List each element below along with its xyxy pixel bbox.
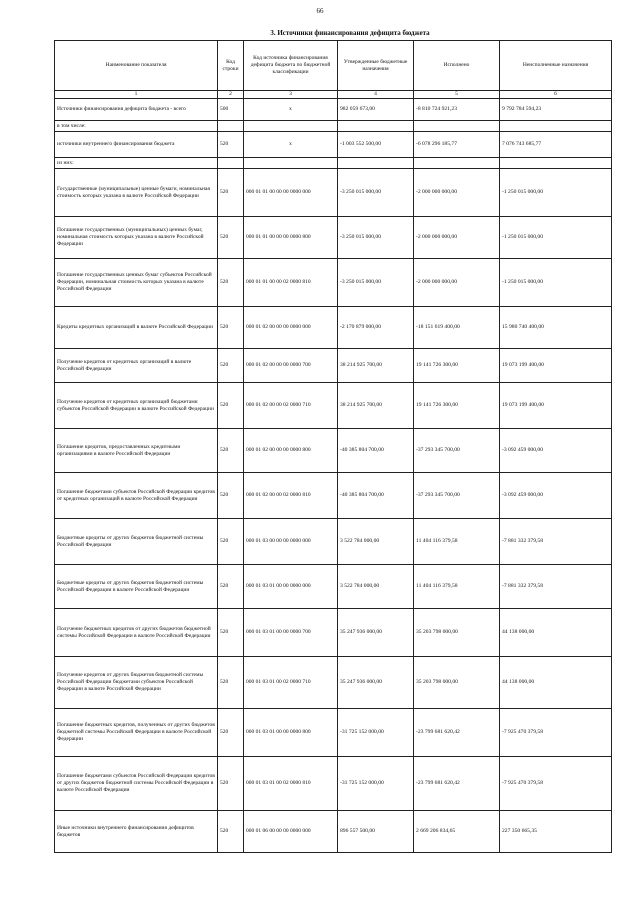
row-unexecuted: 15 980 740 400,00 xyxy=(500,307,612,349)
row-code: 520 xyxy=(218,519,244,565)
row-code: 520 xyxy=(218,811,244,853)
row-unexecuted: -7 881 332 379,58 xyxy=(500,565,612,609)
row-source-code: x xyxy=(244,132,338,158)
row-source-code: 000 01 02 00 00 00 0000 800 xyxy=(244,429,338,473)
row-executed: -37 293 345 700,00 xyxy=(414,473,500,519)
row-code: 520 xyxy=(218,709,244,757)
column-number: 3 xyxy=(244,91,338,99)
row-unexecuted: -7 925 470 379,58 xyxy=(500,757,612,811)
row-executed: 11 404 116 379,58 xyxy=(414,565,500,609)
table-row xyxy=(55,519,612,565)
row-name: Погашение бюджетами субъектов Российской Федерации кредитов от кредитных организаций в валюте Российской Федерации xyxy=(55,473,218,519)
row-approved: -3 250 015 000,00 xyxy=(338,259,414,307)
table-row xyxy=(55,429,612,473)
row-executed: -37 293 345 700,00 xyxy=(414,429,500,473)
row-source-code: 000 01 03 01 00 00 0000 700 xyxy=(244,609,338,657)
row-approved xyxy=(338,121,414,132)
row-name: из них: xyxy=(55,158,218,169)
row-name: Бюджетные кредиты от других бюджетов бюджетной системы Российской Федерации в валюте Российской Федерации xyxy=(55,565,218,609)
table-row xyxy=(55,349,612,383)
table-row xyxy=(55,307,612,349)
row-code: 520 xyxy=(218,169,244,217)
row-unexecuted: 44 138 000,00 xyxy=(500,609,612,657)
row-code: 520 xyxy=(218,307,244,349)
row-name: Погашение государственных ценных бумаг субъектов Российской Федерации, номинальная стоимость которых указана в валюте Российской Федерации xyxy=(55,259,218,307)
header-name: Наименование показателя xyxy=(55,41,218,91)
row-approved: -40 385 804 700,00 xyxy=(338,473,414,519)
row-code: 520 xyxy=(218,565,244,609)
header-approved: Утвержденные бюджетные назначения xyxy=(338,41,414,91)
row-unexecuted: -7 925 470 379,58 xyxy=(500,709,612,757)
section-title: 3. Источники финансирования дефицита бюджета xyxy=(270,29,430,37)
row-code: 520 xyxy=(218,609,244,657)
row-code: 520 xyxy=(218,473,244,519)
row-source-code: 000 01 02 00 00 02 0000 810 xyxy=(244,473,338,519)
column-number-row xyxy=(55,91,612,99)
row-unexecuted: 227 350 665,35 xyxy=(500,811,612,853)
row-code: 520 xyxy=(218,132,244,158)
row-source-code: x xyxy=(244,99,338,121)
row-unexecuted: 44 138 000,00 xyxy=(500,657,612,709)
table-row xyxy=(55,609,612,657)
table-row xyxy=(55,383,612,429)
row-name: Источники финансирования дефицита бюджета - всего xyxy=(55,99,218,121)
table-row xyxy=(55,259,612,307)
row-name: Погашение государственных (муниципальных) ценных бумаг, номинальная стоимость которых указана в валюте Российской Федерации xyxy=(55,217,218,259)
row-source-code: 000 01 01 00 00 02 0000 810 xyxy=(244,259,338,307)
row-approved: 38 214 925 700,00 xyxy=(338,383,414,429)
row-code xyxy=(218,158,244,169)
row-unexecuted: -3 092 459 000,00 xyxy=(500,473,612,519)
row-executed: 19 141 726 300,00 xyxy=(414,383,500,429)
row-approved: -31 725 152 000,00 xyxy=(338,709,414,757)
row-source-code: 000 01 01 00 00 00 0000 000 xyxy=(244,169,338,217)
row-code: 520 xyxy=(218,259,244,307)
row-approved: 35 247 936 000,00 xyxy=(338,657,414,709)
row-executed: 35 203 798 000,00 xyxy=(414,657,500,709)
row-executed: -23 799 681 620,42 xyxy=(414,709,500,757)
row-unexecuted xyxy=(500,121,612,132)
row-executed xyxy=(414,121,500,132)
table-row xyxy=(55,217,612,259)
row-executed xyxy=(414,158,500,169)
row-code: 520 xyxy=(218,657,244,709)
row-approved: 982 059 673,00 xyxy=(338,99,414,121)
row-unexecuted: -3 092 459 000,00 xyxy=(500,429,612,473)
row-executed: -6 078 296 185,77 xyxy=(414,132,500,158)
row-unexecuted: -1 250 015 000,00 xyxy=(500,217,612,259)
header-row xyxy=(55,41,612,91)
row-unexecuted: -1 250 015 000,00 xyxy=(500,169,612,217)
column-number: 2 xyxy=(218,91,244,99)
row-executed: -23 799 681 620,42 xyxy=(414,757,500,811)
row-unexecuted: 19 073 199 400,00 xyxy=(500,349,612,383)
table-row xyxy=(55,565,612,609)
row-source-code: 000 01 02 00 00 02 0000 710 xyxy=(244,383,338,429)
row-name: в том числе: xyxy=(55,121,218,132)
row-unexecuted: 19 073 199 400,00 xyxy=(500,383,612,429)
header-executed: Исполнено xyxy=(414,41,500,91)
header-unexecuted: Неисполненные назначения xyxy=(500,41,612,91)
table-row xyxy=(55,132,612,158)
row-source-code: 000 01 03 01 00 00 0000 800 xyxy=(244,709,338,757)
row-name: Получение кредитов от кредитных организаций бюджетами субъектов Российской Федерации в валюте Российской Федерации xyxy=(55,383,218,429)
row-unexecuted: 7 076 743 685,77 xyxy=(500,132,612,158)
row-source-code: 000 01 03 00 00 00 0000 000 xyxy=(244,519,338,565)
page-number: 66 xyxy=(316,7,324,15)
row-source-code: 000 01 06 00 00 00 0000 000 xyxy=(244,811,338,853)
row-approved: -40 385 804 700,00 xyxy=(338,429,414,473)
row-code: 520 xyxy=(218,429,244,473)
column-number: 6 xyxy=(500,91,612,99)
header-code: Код строки xyxy=(218,41,244,91)
row-approved: 896 557 500,00 xyxy=(338,811,414,853)
row-source-code: 000 01 02 00 00 00 0000 700 xyxy=(244,349,338,383)
row-approved: -3 250 015 000,00 xyxy=(338,169,414,217)
row-code: 520 xyxy=(218,349,244,383)
row-unexecuted: 9 792 784 594,23 xyxy=(500,99,612,121)
row-source-code: 000 01 03 01 00 02 0000 810 xyxy=(244,757,338,811)
row-name: Иные источники внутреннего финансирования дефицитов бюджетов xyxy=(55,811,218,853)
row-executed: 11 404 116 379,58 xyxy=(414,519,500,565)
table-row xyxy=(55,121,612,132)
row-approved: -2 170 879 000,00 xyxy=(338,307,414,349)
table-row xyxy=(55,811,612,853)
row-executed: 2 669 206 834,65 xyxy=(414,811,500,853)
row-source-code: 000 01 02 00 00 00 0000 000 xyxy=(244,307,338,349)
column-number: 1 xyxy=(55,91,218,99)
row-executed: -2 000 000 000,00 xyxy=(414,169,500,217)
row-name: Бюджетные кредиты от других бюджетов бюджетной системы Российской Федерации xyxy=(55,519,218,565)
column-number: 4 xyxy=(338,91,414,99)
row-code: 520 xyxy=(218,383,244,429)
row-approved: 38 214 925 700,00 xyxy=(338,349,414,383)
row-executed: -8 810 724 921,23 xyxy=(414,99,500,121)
row-unexecuted: -1 250 015 000,00 xyxy=(500,259,612,307)
row-approved xyxy=(338,158,414,169)
row-name: Погашение бюджетами субъектов Российской Федерации кредитов от других бюджетов бюджетной системы Российской Федерации в валюте Российской Федерации xyxy=(55,757,218,811)
table-row xyxy=(55,757,612,811)
table-row xyxy=(55,169,612,217)
row-code: 520 xyxy=(218,757,244,811)
row-executed: 19 141 726 300,00 xyxy=(414,349,500,383)
budget-deficit-sources-table xyxy=(54,40,612,853)
row-name: Погашение кредитов, предоставленных кредитными организациями в валюте Российской Федерации xyxy=(55,429,218,473)
row-approved: 3 522 784 000,00 xyxy=(338,565,414,609)
row-name: Кредиты кредитных организаций в валюте Российской Федерации xyxy=(55,307,218,349)
row-name: источники внутреннего финансирования бюджета xyxy=(55,132,218,158)
row-code xyxy=(218,121,244,132)
row-source-code: 000 01 03 01 00 00 0000 000 xyxy=(244,565,338,609)
row-executed: -2 000 000 000,00 xyxy=(414,217,500,259)
row-approved: -1 003 552 500,00 xyxy=(338,132,414,158)
row-code: 500 xyxy=(218,99,244,121)
row-executed: 35 203 798 000,00 xyxy=(414,609,500,657)
row-approved: 3 522 784 000,00 xyxy=(338,519,414,565)
table-row xyxy=(55,473,612,519)
row-name: Получение бюджетных кредитов от других бюджетов бюджетной системы Российской Федерации в валюте Российской Федерации xyxy=(55,609,218,657)
row-source-code xyxy=(244,121,338,132)
row-name: Получение кредитов от других бюджетов бюджетной системы Российской Федерации бюджетами субъектов Российской Федерации в валюте Российской Федерации xyxy=(55,657,218,709)
table-row xyxy=(55,657,612,709)
row-source-code: 000 01 03 01 00 02 0000 710 xyxy=(244,657,338,709)
row-unexecuted: -7 881 332 379,58 xyxy=(500,519,612,565)
row-approved: 35 247 936 000,00 xyxy=(338,609,414,657)
row-approved: -31 725 152 000,00 xyxy=(338,757,414,811)
table-row xyxy=(55,709,612,757)
row-name: Государственные (муниципальные) ценные бумаги, номинальная стоимость которых указана в валюте Российской Федерации xyxy=(55,169,218,217)
row-executed: -18 151 619 400,00 xyxy=(414,307,500,349)
header-source: Код источника финансирования дефицита бюджета по бюджетной классификации xyxy=(244,41,338,91)
row-unexecuted xyxy=(500,158,612,169)
row-code: 520 xyxy=(218,217,244,259)
table-row xyxy=(55,99,612,121)
row-executed: -2 000 000 000,00 xyxy=(414,259,500,307)
column-number: 5 xyxy=(414,91,500,99)
row-name: Погашение бюджетных кредитов, полученных от других бюджетов бюджетной системы Российской Федерации в валюте Российской Федерации xyxy=(55,709,218,757)
row-approved: -3 250 015 000,00 xyxy=(338,217,414,259)
row-source-code: 000 01 01 00 00 00 0000 800 xyxy=(244,217,338,259)
table-row xyxy=(55,158,612,169)
row-source-code xyxy=(244,158,338,169)
row-name: Получение кредитов от кредитных организаций в валюте Российской Федерации xyxy=(55,349,218,383)
